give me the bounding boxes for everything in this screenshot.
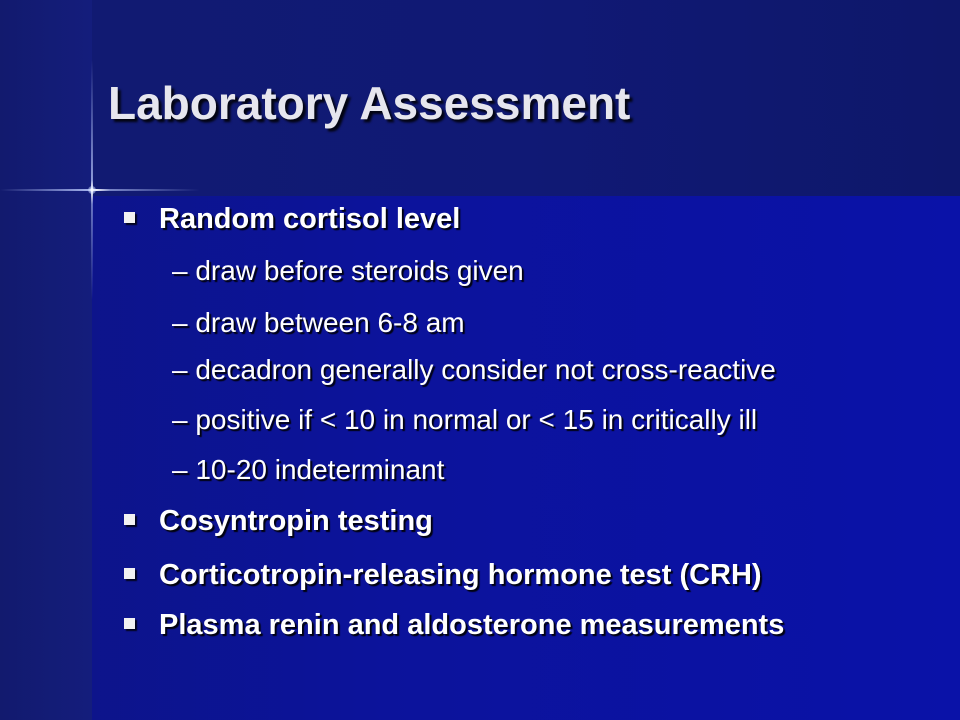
slide-title: Laboratory Assessment	[108, 77, 631, 129]
sub-item-text: – draw between 6-8 am	[172, 307, 465, 338]
sub-item-positive-threshold	[172, 404, 757, 436]
sub-item-indeterminant	[172, 454, 444, 486]
square-bullet-icon	[124, 568, 135, 579]
bullet-item-cosyntropin	[124, 505, 433, 538]
bullet-item-crh-test	[124, 559, 762, 592]
sub-item-text: – 10-20 indeterminant	[172, 454, 445, 485]
bullet-text: Plasma renin and aldosterone measurements	[159, 609, 785, 641]
square-bullet-icon	[124, 618, 135, 629]
bullet-item-renin-aldosterone	[124, 609, 784, 642]
square-bullet-icon	[124, 212, 135, 223]
bullet-text: Random cortisol level	[159, 203, 461, 235]
bullet-text: Cosyntropin testing	[159, 505, 433, 537]
sub-item-decadron	[172, 354, 776, 386]
sub-item-draw-before-steroids	[172, 255, 524, 287]
sub-item-text: – decadron generally consider not cross-reactive	[172, 354, 776, 385]
sub-item-text: – positive if < 10 in normal or < 15 in critically ill	[172, 404, 758, 435]
bullet-text: Corticotropin-releasing hormone test (CRH)	[159, 559, 762, 591]
sub-item-text: – draw before steroids given	[172, 255, 524, 286]
sub-item-draw-between-hours	[172, 307, 465, 339]
bullet-item-random-cortisol	[124, 203, 460, 236]
square-bullet-icon	[124, 514, 135, 525]
